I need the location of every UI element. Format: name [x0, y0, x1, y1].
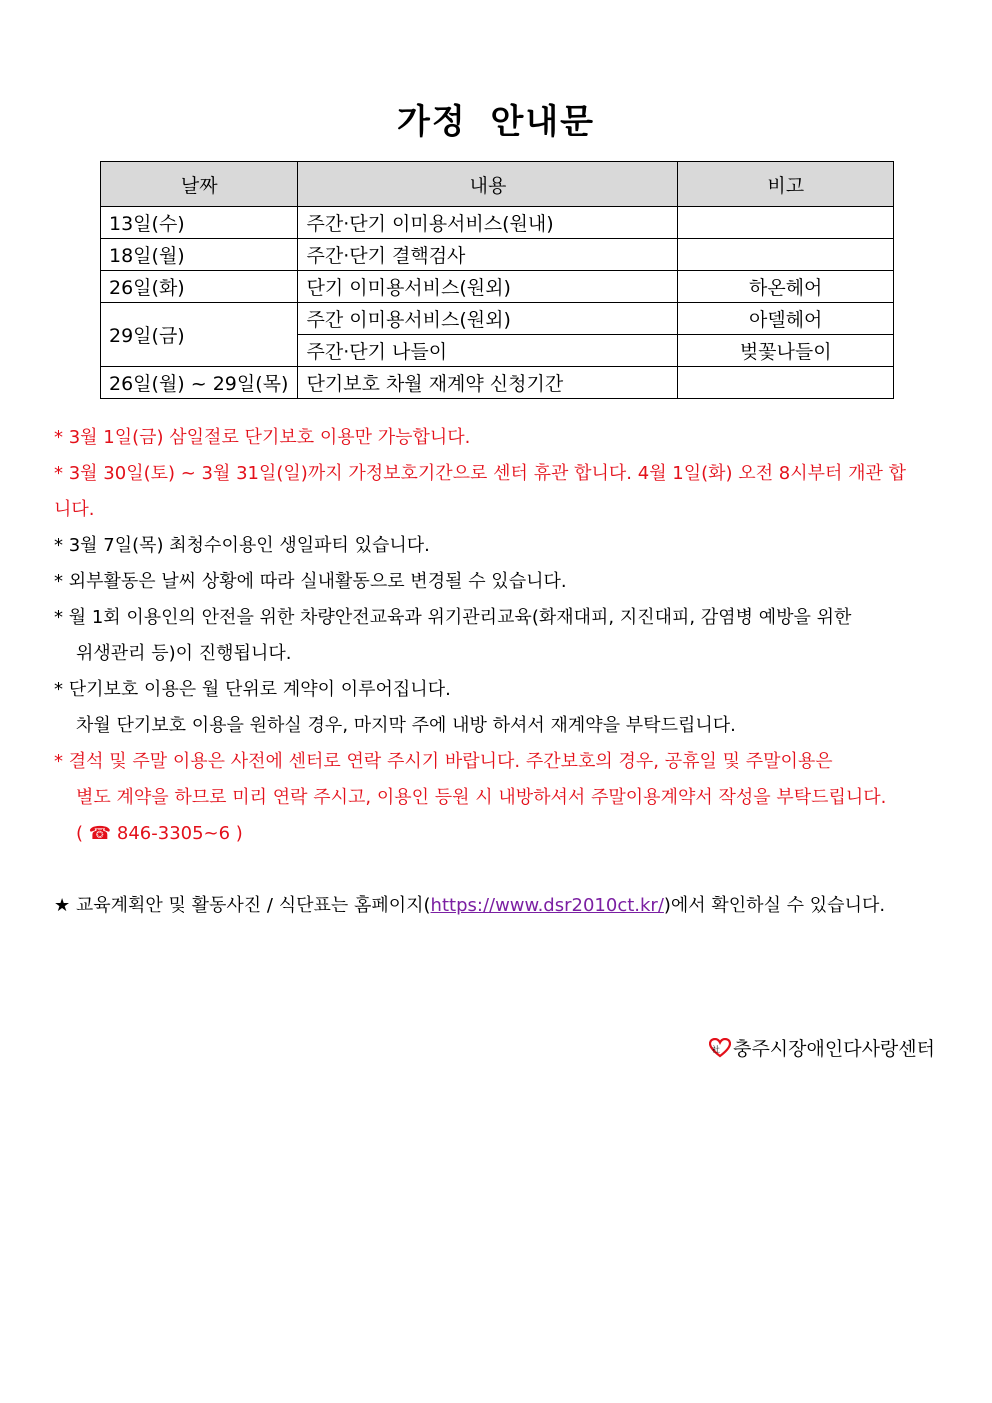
- cell-content: 주간·단기 나들이: [298, 335, 678, 367]
- notice-closure: * 3월 30일(토) ~ 3월 31일(일)까지 가정보호기간으로 센터 휴관 합니다. 4월 1일(화) 오전 8시부터 개관 합: [54, 463, 907, 484]
- cell-note: 하온헤어: [678, 271, 894, 303]
- cell-date: 26일(월) ~ 29일(목): [101, 367, 298, 399]
- notice-contract: * 단기보호 이용은 월 단위로 계약이 이루어집니다.: [54, 679, 451, 700]
- cell-note: 벚꽃나들이: [678, 335, 894, 367]
- table-row: [101, 367, 894, 399]
- cell-date: 18일(월): [101, 239, 298, 271]
- table-row: [101, 271, 894, 303]
- notice-contract-cont: 차월 단기보호 이용을 원하실 경우, 마지막 주에 내방 하셔서 재계약을 부탁드립니다.: [76, 715, 736, 736]
- notice-closure-cont: 니다.: [54, 499, 95, 520]
- homepage-prefix: ★ 교육계획안 및 활동사진 / 식단표는 홈페이지(: [54, 895, 431, 916]
- cell-note: [678, 207, 894, 239]
- cell-note: [678, 239, 894, 271]
- svg-text:社: 社: [712, 1045, 721, 1054]
- notice-holiday: * 3월 1일(금) 삼일절로 단기보호 이용만 가능합니다.: [54, 427, 471, 448]
- cell-content: 주간 이미용서비스(원외): [298, 303, 678, 335]
- cell-content: 주간·단기 결핵검사: [298, 239, 678, 271]
- heart-logo-icon: [709, 1038, 731, 1063]
- organization-name: 충주시장애인다사랑센터: [733, 1038, 935, 1060]
- header-date: 날짜: [101, 162, 298, 207]
- homepage-suffix: )에서 확인하실 수 있습니다.: [663, 895, 886, 916]
- cell-content: 주간·단기 이미용서비스(원내): [298, 207, 678, 239]
- schedule-table: [100, 161, 894, 399]
- table-row: [101, 303, 894, 335]
- notice-phone: ( ☎ 846-3305~6 ): [76, 823, 243, 844]
- cell-content: 단기보호 차월 재계약 신청기간: [298, 367, 678, 399]
- cell-date: 13일(수): [101, 207, 298, 239]
- header-note: 비고: [678, 162, 894, 207]
- cell-content: 단기 이미용서비스(원외): [298, 271, 678, 303]
- notice-homepage: [54, 888, 944, 924]
- notice-list: [54, 420, 944, 924]
- header-content: 내용: [298, 162, 678, 207]
- table-header-row: [101, 162, 894, 207]
- notice-absence: * 결석 및 주말 이용은 사전에 센터로 연락 주시기 바랍니다. 주간보호의 경우, 공휴일 및 주말이용은: [54, 751, 833, 772]
- notice-outdoor: * 외부활동은 날씨 상황에 따라 실내활동으로 변경될 수 있습니다.: [54, 571, 567, 592]
- cell-date: 26일(화): [101, 271, 298, 303]
- table-row: [101, 207, 894, 239]
- cell-note: 아델헤어: [678, 303, 894, 335]
- notice-safety-education-cont: 위생관리 등)이 진행됩니다.: [76, 643, 292, 664]
- cell-note: [678, 367, 894, 399]
- page-title: 가정 안내문: [396, 102, 596, 142]
- notice-safety-education: * 월 1회 이용인의 안전을 위한 차량안전교육과 위기관리교육(화재대피, 지진대피, 감염병 예방을 위한: [54, 607, 852, 628]
- homepage-link[interactable]: https://www.dsr2010ct.kr/: [430, 895, 664, 916]
- organization-signature: [709, 1034, 935, 1063]
- table-row: [101, 239, 894, 271]
- cell-date: 29일(금): [101, 303, 298, 367]
- notice-absence-cont: 별도 계약을 하므로 미리 연락 주시고, 이용인 등원 시 내방하셔서 주말이용계약서 작성을 부탁드립니다.: [76, 787, 887, 808]
- notice-birthday: * 3월 7일(목) 최청수이용인 생일파티 있습니다.: [54, 535, 430, 556]
